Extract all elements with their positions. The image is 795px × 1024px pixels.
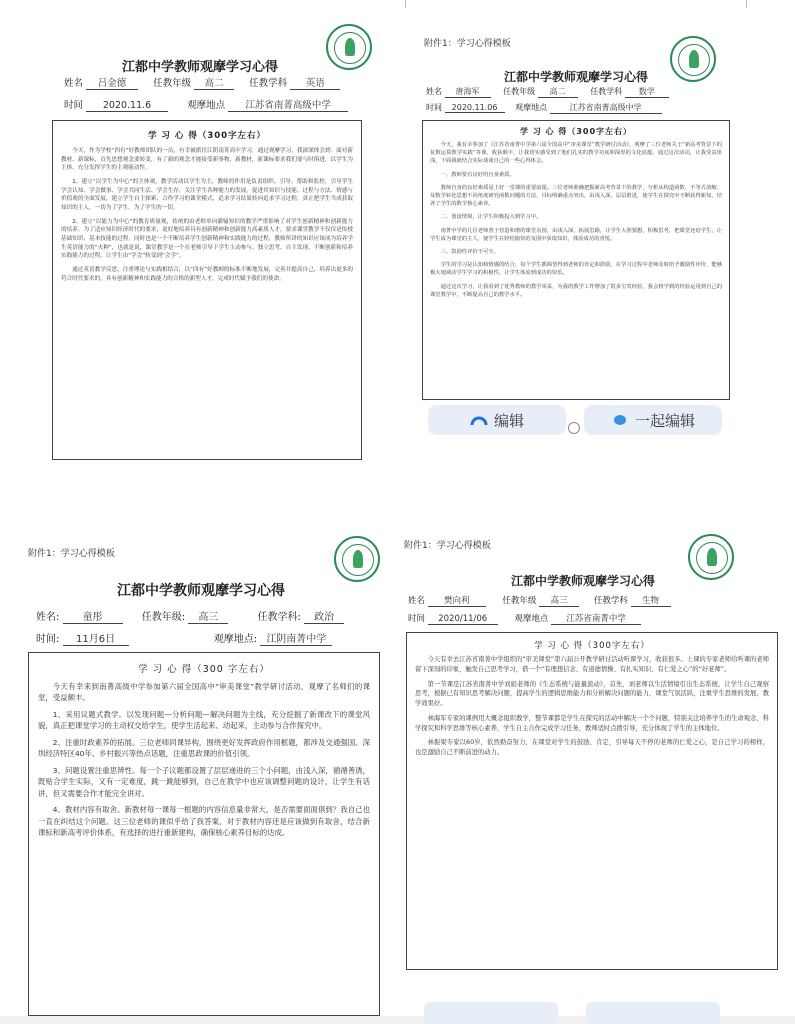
name-label: 姓名 <box>408 596 426 606</box>
paragraph: 今天，我有幸参加了《江苏省南菁中学第六届全国高中“审美课堂”教学研讨活动》，观摩了三位老师关于“新高考背景下的复数运算教学实践”等课，收获颇丰，让我切实感受到了他们扎实的教学功底和深厚的文化底蕴，通过这次活动，让我受益匪浅，下面我就结合实际谈谈自己的一些心得体会。 <box>430 142 722 165</box>
paragraph: 通过英语教学反思，注重理论与实践相结合，以“四有”好教师的标准不断地发展，完善并提高自己，培养出更多的符合时代要求的，具有创新精神和实践能力的合格的新型人才，完成时代赋予我们的使命。 <box>61 266 353 282</box>
school-seal-icon <box>326 24 372 70</box>
time-label: 时间 <box>408 614 426 624</box>
grade-value: 高三 <box>188 608 228 624</box>
name-label: 姓名 <box>64 78 84 89</box>
paragraph: 通过这次学习，让我看到了优秀教师的教学风采，为我的教学工作增加了很多宝贵经验，我会将学到的经验运用到自己的课堂教学中，不断提高自己的教学水平。 <box>430 283 722 298</box>
name-label: 姓名: <box>36 612 60 623</box>
time-value: 2020.11.6 <box>86 100 168 112</box>
time-value: 2020/11/06 <box>428 614 498 625</box>
box-heading: 学 习 心 得（300字左右） <box>147 131 267 141</box>
name-value: 吕金德 <box>86 75 138 90</box>
document-page-4 <box>398 528 788 998</box>
time-label: 时间: <box>36 634 60 645</box>
co-edit-button-label: 一起编辑 <box>634 411 695 430</box>
info-row-2 <box>36 630 332 646</box>
reflection-text <box>53 147 361 283</box>
window-edge-left <box>405 0 406 8</box>
grade-value: 高三 <box>539 594 579 607</box>
paragraph: 2、建立“以能力为中心”的教育质量观，传统的由老师单向灌输知识的教学严重影响了对学生创新精神和创新能力的培养。为了适应知识经济时代的要求，更好地培养具有创新精神和创新能力高素质人才，要求课堂教学不仅仅是传授基础知识、基本技能的过程，同时也是一个不断培养学生创新精神和实践能力的过程，教师所讲的知识应该成为培养学生英语能力的“火种”，也就是说，课堂教学是一个在老师引导下学生主动参与、独立思考、自主发现、不断创新和培养实践能力的过程，让学生由“学会”转变到“会学”。 <box>61 218 353 260</box>
place-label: 观摩地点: <box>213 634 258 645</box>
paragraph: 1、采用议题式教学。以发现问题—分析问题—解决问题为主线，充分挖掘了新课改下的课堂风貌，真正把课堂学习的主动权交给学生，使学生活起来、动起来，主动参与合作探究中。 <box>38 709 370 731</box>
grade-label: 任教年级: <box>141 612 186 623</box>
subject-value: 生物 <box>631 594 671 607</box>
subject-value: 政治 <box>304 608 344 624</box>
paragraph: 第一节课是江苏省南菁中学刘娟老师的《生态系统与能量流动》，首先，刘老师以生活情境引出生态系统，让学生自己观察思考，根据已有知识思考解决问题，提高学生的逻辑思维能力和分析解决问题的能力，课堂气氛活跃，注重学生思维的发展，教学效果好。 <box>415 680 769 707</box>
paragraph: 教师自身的良好素质是上好一堂课的重要前提。三位老师准确把握新高考背景下的教学，分析从构造函数、不等式放缩、及数学转化思想不同角度研究函数问题的方法，目标明确重点突出，由浅入深，层层推进，使学生在探究中不断获得新知，培养了学生的数学核心素养。 <box>430 184 722 208</box>
place-value: 江阴南菁中学 <box>260 630 332 646</box>
name-value: 童彤 <box>63 608 123 624</box>
subject-value: 数学 <box>625 86 669 98</box>
paragraph: 今天，作为学校“四有”好教师团队的一员，有幸被派往江阴南菁高中学习，通过观摩学习，我深深体会到：面对新教材、新课标，首先思想观念要转变，有了新的观念才能接受新事物、新教材，新课标要求我们要与时俱进，以学生为主体，充分发挥学生的主观能动性。 <box>61 148 353 172</box>
subject-label: 任教学科 <box>249 78 288 89</box>
reflection-text <box>407 655 777 758</box>
name-value: 樊向利 <box>428 594 486 607</box>
place-value: 江苏省南菁高级中学 <box>550 102 662 114</box>
subject-label: 任教学科 <box>590 87 623 96</box>
co-edit-icon <box>611 414 629 426</box>
reflection-box <box>422 120 730 400</box>
paragraph: 林海军专家的课例用大概念组织教学，整节课都是学生在探究的活动中解决一个个问题，特别关注培养学生的生命观念、科学探究和科学思维等核心素养，学生自主合作完成学习任务，教师适时点拨引导，充分体现了学生的主体地位。 <box>415 714 769 732</box>
time-value: 11月6日 <box>63 630 129 646</box>
paragraph: 1、建立“以学生为中心”的主体观，教学活动以学生为主，教师的作用是负责组织、引导、帮助和监控，引导学生学会认知、学会做事、学会共同生活、学会生存，关注学生各种能力的发展，促进其知识与技能、过程与方法、情感与价值观的全面发展，建立学生自主探索、合作学习的课堂模式，追求学习结果转向追求学习过程，真正把学生当成获取知识的主人，一切为了学生，为了学生的一切。 <box>61 178 353 211</box>
grade-label: 任教年级 <box>503 87 536 96</box>
paragraph: 二、创设情境，让学生积极投入到学习中。 <box>440 214 542 221</box>
document-page-3 <box>16 534 390 1016</box>
grade-value: 高二 <box>194 75 234 90</box>
subject-label: 任教学科: <box>257 612 301 623</box>
time-label: 时间 <box>426 103 442 112</box>
info-row-2 <box>64 97 348 112</box>
name-label: 姓名 <box>426 87 442 96</box>
document-page-2 <box>408 24 744 444</box>
info-row-1 <box>36 608 344 624</box>
info-row-2 <box>408 612 641 625</box>
paragraph: 今天有幸来到南菁高级中学参加第六届全国高中“审美课堂”教学研讨活动，观摩了名师们的课堂，受益颇丰。 <box>38 682 370 703</box>
bottom-button-right[interactable] <box>586 1002 720 1024</box>
document-page-1 <box>20 10 380 480</box>
paragraph: 4、教材内容有取舍。新教材每一课每一框题的内容信息量非常大，是否需要面面俱到？我自己也一直在纠结这个问题。这三位老师的课似乎给了我答案，对于教材内容还是应该做到有取舍，结合新课标和新高考评价体系，有选择的进行重新建构，确保核心素养目标的达成。 <box>38 805 370 838</box>
page-title: 江都中学教师观摩学习心得 <box>503 70 648 84</box>
edit-arc-icon <box>470 414 488 426</box>
subject-value: 英语 <box>290 75 340 90</box>
reflection-box <box>28 652 380 1016</box>
reflection-box <box>52 120 362 460</box>
paragraph: 3、问题设置注重思辨性。每一个子议题都设置了层层递进的三个小问题，由浅入深，循循善诱，既贴合学生实际，又有一定难度，跳一跳能够到，自己在教学中也应该调整问题的设计，让学生有话讲，但又需要合作才能完全讲对。 <box>38 765 370 798</box>
page-title: 江都中学教师观摩学习心得 <box>117 583 285 599</box>
page-title: 江都中学教师观摩学习心得 <box>121 60 278 75</box>
reflection-box <box>406 632 778 970</box>
annex-label: 附件1：学习心得模板 <box>424 39 511 49</box>
subject-label: 任教学科 <box>593 596 628 606</box>
info-row-1 <box>64 75 340 90</box>
info-row-1 <box>426 86 669 98</box>
info-row-2 <box>426 102 662 114</box>
grade-value: 高二 <box>538 86 578 98</box>
paragraph: 一、教师要有良好的自身素质。 <box>440 171 515 178</box>
place-value: 江苏省南菁高级中学 <box>228 97 348 112</box>
paragraph: 2、注重时政素养的拓展。三位老师同课异构，围绕更好发挥政府作用框题，都涉及交通强国、深圳经济特区40年、乡村振兴等热点话题，注重思政课的价值引领。 <box>38 737 370 759</box>
grade-label: 任教年级 <box>502 596 537 606</box>
edit-button-label: 编辑 <box>493 411 524 430</box>
paragraph: 今天有幸去江苏省南菁中学组织的“审美课堂”第六届公开教学研讨活动听课学习，收获很多。上课的专家老师给听课的老师留下深刻的印象，触发自己思考学习，借一个“有理想信念、有道德情操、有扎实知识、有仁爱之心”的“好老师”。 <box>415 656 769 673</box>
annex-label: 附件1：学习心得模板 <box>404 541 491 551</box>
name-value: 唐海军 <box>445 86 491 98</box>
bottom-button-left[interactable] <box>424 1002 558 1024</box>
page-indicator-dot[interactable] <box>568 422 580 434</box>
page-title: 江都中学教师观摩学习心得 <box>510 574 655 588</box>
window-edge-right <box>746 0 747 8</box>
paragraph: 学生的学习是认知和情感的结合，每个学生都渴望得到老师的肯定和鼓励，在学习过程中老师及时给予激励性评价，能够极大地调动学生学习的积极性，让学生体验到成功的快乐。 <box>430 262 722 277</box>
reflection-text <box>423 141 729 299</box>
place-label: 观摩地点 <box>514 614 549 624</box>
edit-button[interactable] <box>428 405 566 435</box>
grade-label: 任教年级 <box>153 78 192 89</box>
place-label: 观摩地点 <box>187 100 226 111</box>
place-label: 观摩地点 <box>515 103 548 112</box>
paragraph: 南菁中学的几位老师善于营造和谐的课堂氛围，由浅入深，拓展思路，让学生大胆猜想，积极思考，把课堂还给学生，让学生成为课堂的主人，使学生在轻松愉快的氛围中获取知识，体验成功的喜悦。 <box>430 227 722 242</box>
info-row-1 <box>408 594 671 607</box>
school-seal-icon <box>334 536 380 582</box>
co-edit-button[interactable] <box>584 405 722 435</box>
place-value: 江苏省南菁中学 <box>551 612 641 625</box>
annex-label: 附件1：学习心得模板 <box>28 549 115 559</box>
box-heading: 学 习 心 得（300 字左右） <box>138 664 270 675</box>
reflection-text <box>29 681 379 839</box>
time-label: 时间 <box>64 100 84 111</box>
box-heading: 学 习 心 得（300字左右） <box>519 127 633 136</box>
paragraph: 林振梁专家以60岁，依然勤奋努力，在课堂对学生的鼓励、肯定，引导每天不停的老师的仁爱之心，是自己学习的榜样，也是激励自己不断前进的动力。 <box>415 739 769 756</box>
box-heading: 学 习 心 得（300字左右） <box>534 641 650 651</box>
time-value: 2020.11.06 <box>445 103 505 113</box>
paragraph: 三、鼓励性评价不可少。 <box>440 249 499 256</box>
